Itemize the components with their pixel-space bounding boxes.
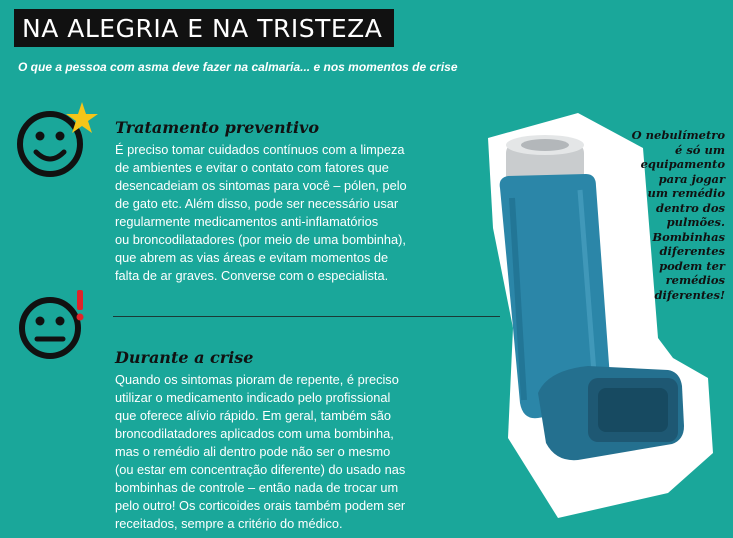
- section-body-crisis: [115, 371, 405, 533]
- body-line: receitados, sempre a critério do médico.: [115, 516, 343, 531]
- body-line: desencadeiam os sintomas para você – pólen, pelo: [115, 178, 407, 193]
- body-line: ou broncodilatadores (por meio de uma bombinha),: [115, 232, 406, 247]
- body-line: broncodilatadores aplicados com uma bombinha,: [115, 426, 394, 441]
- body-line: Quando os sintomas pioram de repente, é preciso: [115, 372, 399, 387]
- happy-face-star-icon: [10, 100, 100, 185]
- body-line: bombinhas de controle – então nada de trocar um: [115, 480, 399, 495]
- body-line: que abrem as vias áreas e evitam momentos de: [115, 250, 389, 265]
- note-line: diferentes!: [654, 287, 725, 302]
- section-divider: [113, 316, 500, 317]
- body-line: (ou estar em concentração diferente) do usado nas: [115, 462, 406, 477]
- body-line: falta de ar graves. Converse com o especialista.: [115, 268, 389, 283]
- star-icon: [66, 102, 98, 133]
- note-line: Bombinhas: [652, 229, 725, 244]
- note-line: equipamento: [640, 157, 725, 171]
- note-line: diferentes: [659, 244, 725, 258]
- body-line: mas o remédio ali dentro pode não ser o mesmo: [115, 444, 391, 459]
- body-line: de ambientes e evitar o contato com fatores que: [115, 160, 389, 175]
- note-line: pulmões.: [666, 215, 725, 229]
- note-line: podem ter: [659, 258, 725, 273]
- note-line: para jogar: [658, 171, 725, 186]
- section-title-preventive: Tratamento preventivo: [115, 118, 320, 137]
- note-line: remédios: [665, 273, 725, 287]
- side-note: [613, 128, 725, 302]
- note-line: O nebulímetro: [631, 128, 725, 142]
- neutral-face-exclamation-icon: [10, 288, 100, 373]
- body-line: que oferece alívio rápido. Em geral, também são: [115, 408, 391, 423]
- section-title-crisis: Durante a crise: [115, 348, 254, 367]
- exclamation-icon: [77, 290, 84, 321]
- body-line: pelo outro! Os corticoides orais também podem ser: [115, 498, 406, 513]
- page-title: NA ALEGRIA E NA TRISTEZA: [14, 9, 394, 47]
- body-line: É preciso tomar cuidados contínuos com a limpeza: [115, 142, 405, 157]
- body-line: regularmente medicamentos anti-inflamatórios: [115, 214, 379, 229]
- note-line: dentro dos: [656, 200, 725, 215]
- body-line: utilizar o medicamento indicado pelo profissional: [115, 390, 391, 405]
- section-body-preventive: [115, 141, 407, 285]
- page-subtitle: O que a pessoa com asma deve fazer na calmaria... e nos momentos de crise: [18, 60, 458, 74]
- body-line: de gato etc. Além disso, pode ser necessário usar: [115, 196, 399, 211]
- note-line: um remédio: [647, 186, 725, 200]
- note-line: é só um: [675, 142, 725, 157]
